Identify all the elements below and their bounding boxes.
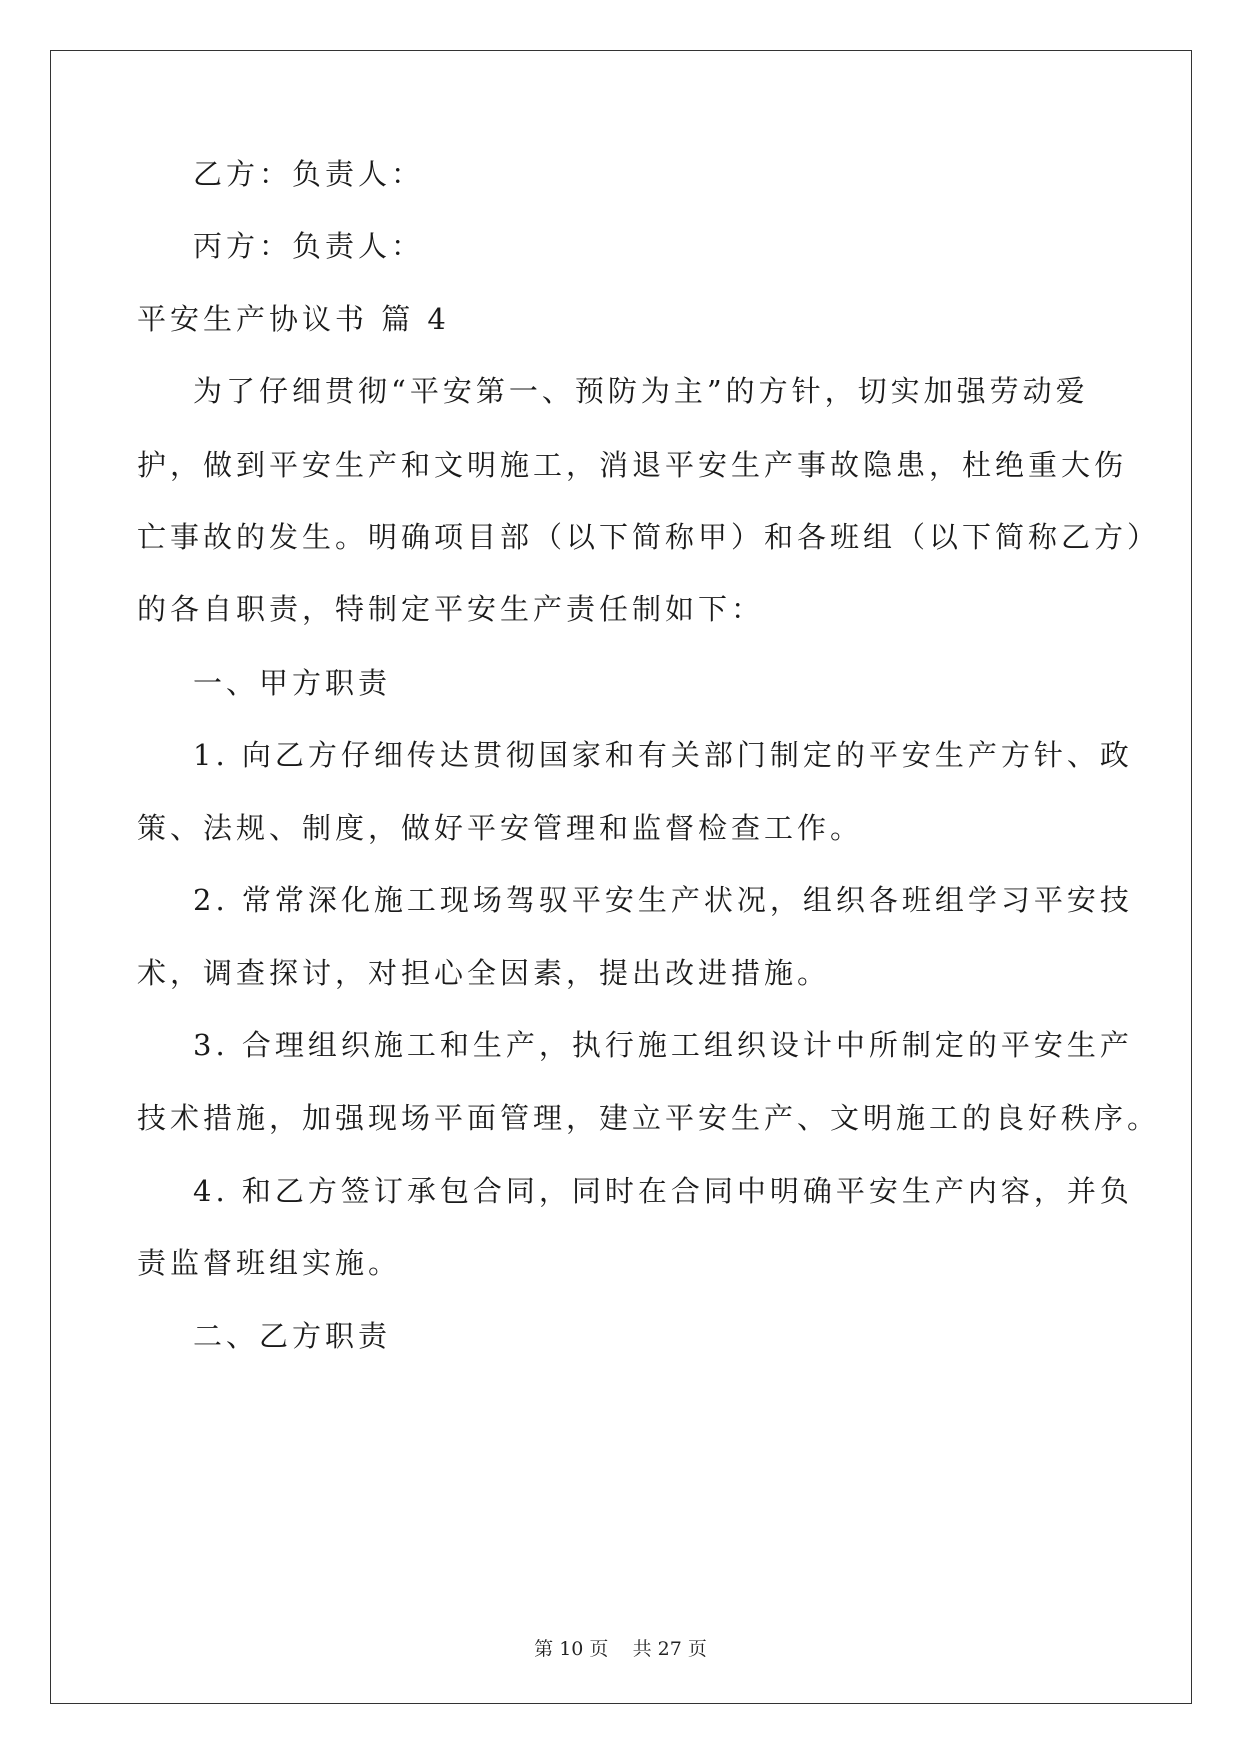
subsection-heading: 二、乙方职责: [193, 1319, 392, 1353]
party-c-signature-line: 丙方：负责人：: [193, 229, 425, 263]
list-item-continuation: 术，调查探讨，对担心全因素，提出改进措施。: [137, 956, 831, 990]
page-number-footer: [0, 1640, 1241, 1659]
list-item: 3. 合理组织施工和生产，执行施工组织设计中所制定的平安生产: [193, 1028, 1133, 1062]
section-heading: 平安生产协议书 篇 4: [137, 302, 450, 336]
paragraph-line: 的各自职责，特制定平安生产责任制如下：: [137, 592, 765, 626]
page-number-label: 第 10 页 共 27 页: [534, 1638, 707, 1660]
paragraph-line: 亡事故的发生。明确项目部（以下简称甲）和各班组（以下简称乙方）: [137, 520, 1161, 554]
list-item-continuation: 技术措施，加强现场平面管理，建立平安生产、文明施工的良好秩序。: [137, 1101, 1161, 1135]
list-item: 4. 和乙方签订承包合同，同时在合同中明确平安生产内容，并负: [193, 1174, 1133, 1208]
list-item-continuation: 策、法规、制度，做好平安管理和监督检查工作。: [137, 811, 864, 845]
party-b-signature-line: 乙方：负责人：: [193, 157, 425, 191]
paragraph-line: 为了仔细贯彻“平安第一、预防为主”的方针，切实加强劳动爱: [193, 374, 1089, 408]
page-border: [50, 50, 1192, 1704]
list-item: 1. 向乙方仔细传达贯彻国家和有关部门制定的平安生产方针、政: [193, 738, 1133, 772]
paragraph-line: 护，做到平安生产和文明施工，消退平安生产事故隐患，杜绝重大伤: [137, 448, 1128, 482]
subsection-heading: 一、甲方职责: [193, 666, 392, 700]
list-item: 2. 常常深化施工现场驾驭平安生产状况，组织各班组学习平安技: [193, 883, 1133, 917]
list-item-continuation: 责监督班组实施。: [137, 1246, 402, 1280]
